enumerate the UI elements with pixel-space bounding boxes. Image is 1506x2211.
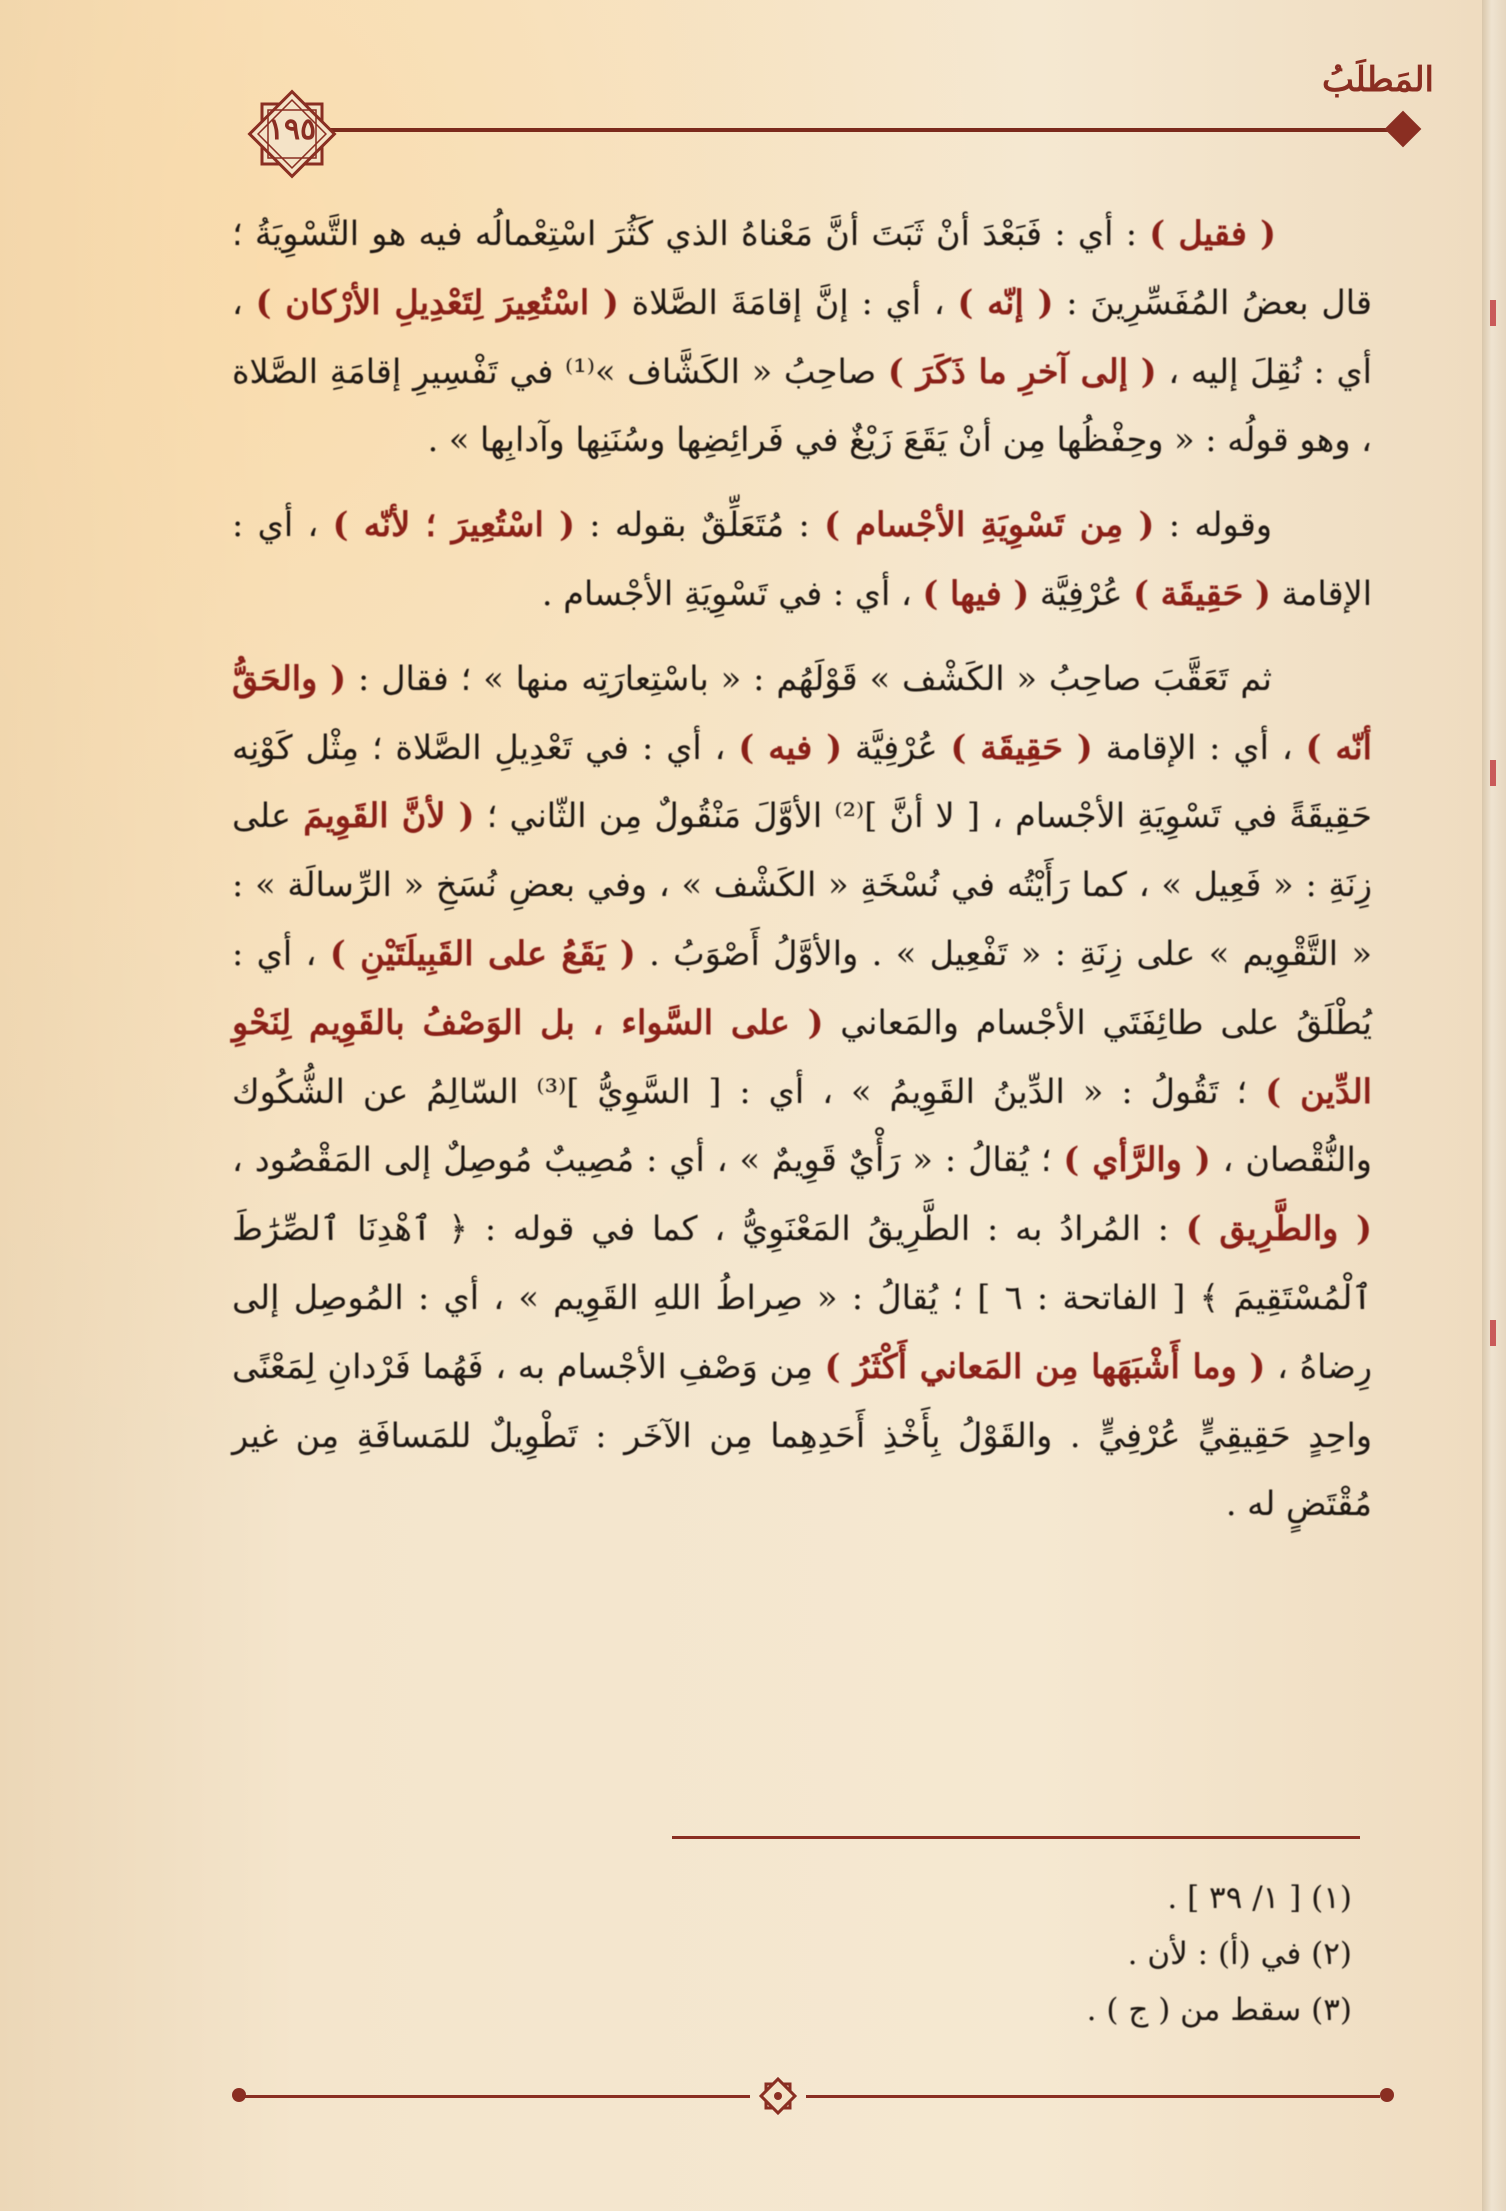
- text-run: : مُتَعَلِّقٌ بقوله :: [574, 505, 825, 545]
- running-head: المَطلَبُ: [1322, 60, 1434, 100]
- text-run: ؛ تَقُولُ : « الدِّينُ القَوِيمُ » ، أي : [ السَّوِيُّ ]⁽³⁾ السّالِمُ عن الشُّكُوك والنُّقْصان ،: [232, 1071, 1372, 1180]
- text-run: ، أي : إنَّ إقامَةَ الصَّلاة: [618, 282, 958, 322]
- bottom-rule-left: [240, 2095, 750, 2098]
- text-run: صاحِبُ « الكَشَّاف »⁽¹⁾ في تَفْسِيرِ إقامَةِ الصَّلاة ، وهو قولُه : « وحِفْظُها مِن أنْ يَقَعَ زَيْغٌ في فَرائِضِها وسُنَنِها وآدابِها » .: [232, 351, 1372, 460]
- text-run: على زِنَةِ : « فَعِيل » ، كما رَأَيْتُه في نُسْخَةِ « الكَشْف » ، وفي بعضِ نُسَخِ « الرِّسالَة » : « التَّقْوِيم » على زِنَةِ : « تَفْعِيل » . والأوَّلُ أَصْوَبُ .: [232, 796, 1372, 973]
- highlighted-term: ( والرَّأي ): [1063, 1140, 1211, 1180]
- page-number-badge: [240, 82, 344, 186]
- highlighted-term: ( يَقَعُ على القَبِيلَتَيْنِ ): [329, 933, 636, 973]
- highlighted-term: ( مِن تَسْوِيَةِ الأجْسام ): [824, 505, 1155, 545]
- footnote-rule: [672, 1836, 1360, 1839]
- main-text: [232, 200, 1372, 1555]
- highlighted-term: ( اسْتُعِيرَ لِتَعْدِيلِ الأرْكان ): [255, 282, 619, 322]
- highlighted-term: ( والطَّرِيق ): [1185, 1209, 1372, 1249]
- text-run: وقوله :: [1154, 505, 1273, 545]
- highlighted-term: ( فيها ): [922, 573, 1030, 613]
- text-run: : المُرادُ به : الطَّرِيقُ المَعْنَوِيُّ ، كما في قوله : ﴿ ٱهْدِنَا ٱلصِّرَٰطَ ٱلْمُسْتَقِيمَ ﴾ [ الفاتحة : ٦ ] ؛ يُقالُ : « صِراطُ اللهِ القَوِيم » ، أي : المُوصِل إلى رِضاهُ ،: [232, 1209, 1373, 1386]
- star-ornament-icon: [756, 2074, 800, 2118]
- highlighted-term: ( والحَقُّ أنّه ): [232, 658, 1372, 767]
- text-run: ، أي : نُقِلَ إليه ،: [232, 282, 1372, 391]
- text-run: ، أي : في تَسْوِيَةِ الأجْسام .: [541, 573, 923, 613]
- bottom-rule-right: [806, 2095, 1380, 2098]
- highlighted-term: ( فيه ): [738, 727, 843, 767]
- text-run: عُرْفِيَّة: [842, 727, 951, 767]
- text-run: : أي : فَبَعْدَ أنْ ثَبَتَ أنَّ مَعْناهُ الذي كَثُرَ اسْتِعْمالُه فيه هو التَّسْوِيَةُ ؛ قال بعضُ المُفَسِّرِينَ :: [232, 214, 1372, 322]
- text-run: عُرْفِيَّة: [1029, 573, 1134, 613]
- edge-mark: [1490, 1320, 1496, 1346]
- highlighted-term: ( لأنَّ القَوِيمَ: [303, 796, 475, 836]
- header-rule: [330, 128, 1400, 132]
- highlighted-term: ( حَقِيقَة ): [1133, 573, 1271, 613]
- bottom-dot-left: [232, 2088, 246, 2102]
- bottom-dot-right: [1380, 2088, 1394, 2102]
- text-run: ؛ يُقالُ : « رَأْيٌ قَوِيمٌ » ، أي : مُصِيبٌ مُوصِلٌ إلى المَقْصُود ،: [232, 1140, 1064, 1180]
- highlighted-term: ( إنّه ): [957, 282, 1054, 322]
- text-run: ، أي : في تَعْدِيلِ الصَّلاة ؛ مِثْل كَوْنِه حَقِيقَةً في تَسْوِيَةِ الأجْسام ، [ لا أنَّ ]⁽²⁾ الأوَّلَ مَنْقُولٌ مِن الثّاني ؛: [232, 727, 1372, 836]
- page-edge: [1482, 0, 1506, 2211]
- highlighted-term: ( إلى آخرِ ما ذَكَرَ ): [887, 351, 1157, 391]
- highlighted-term: ( حَقِيقَة ): [950, 727, 1093, 767]
- footnote-3: (٣) سقط من ( ج ) .: [1086, 1992, 1352, 2028]
- edge-mark: [1490, 760, 1496, 786]
- paragraph: [232, 645, 1372, 1539]
- paragraph: [232, 491, 1372, 629]
- text-run: مِن وَصْفِ الأجْسام به ، فَهُما فَرْدانِ لِمَعْنًى واحِدٍ حَقِيقِيٍّ عُرْفِيٍّ . والقَوْلُ بِأَخْذِ أَحَدِهِما مِن الآخَر : تَطْوِيلٌ للمَسافَةِ مِن غير مُقْتَضٍ له .: [232, 1346, 1372, 1524]
- paragraph: [232, 200, 1372, 475]
- footnote-1: (١) [ ١/ ٣٩ ] .: [1167, 1880, 1352, 1916]
- highlighted-term: ( وما أَشْبَهَها مِن المَعاني أَكْثَرُ ): [824, 1346, 1266, 1386]
- header-ornament: [1385, 111, 1422, 148]
- edge-mark: [1490, 300, 1496, 326]
- footnote-2: (٢) في (أ) : لأن .: [1127, 1936, 1352, 1972]
- text-run: ، أي : يُطْلَقُ على طائِفَتَي الأجْسام والمَعاني: [232, 933, 1372, 1042]
- highlighted-term: ( على السَّواء ، بل الوَصْفُ بالقَوِيم لِنَحْوِ الدِّين ): [232, 1002, 1372, 1111]
- text-run: ، أي : الإقامة: [232, 505, 1372, 613]
- page-number: ١٩٥: [267, 112, 317, 147]
- highlighted-term: ( فقيل ): [1149, 214, 1277, 253]
- text-run: ، أي : الإقامة: [1092, 727, 1306, 767]
- highlighted-term: ( اسْتُعِيرَ ؛ لأنّه ): [332, 505, 575, 545]
- footnotes: [400, 1870, 1352, 2038]
- text-run: ثم تَعَقَّبَ صاحِبُ « الكَشْف » قَوْلَهُم : « باسْتِعارَتِه منها » ؛ فقال :: [346, 658, 1272, 698]
